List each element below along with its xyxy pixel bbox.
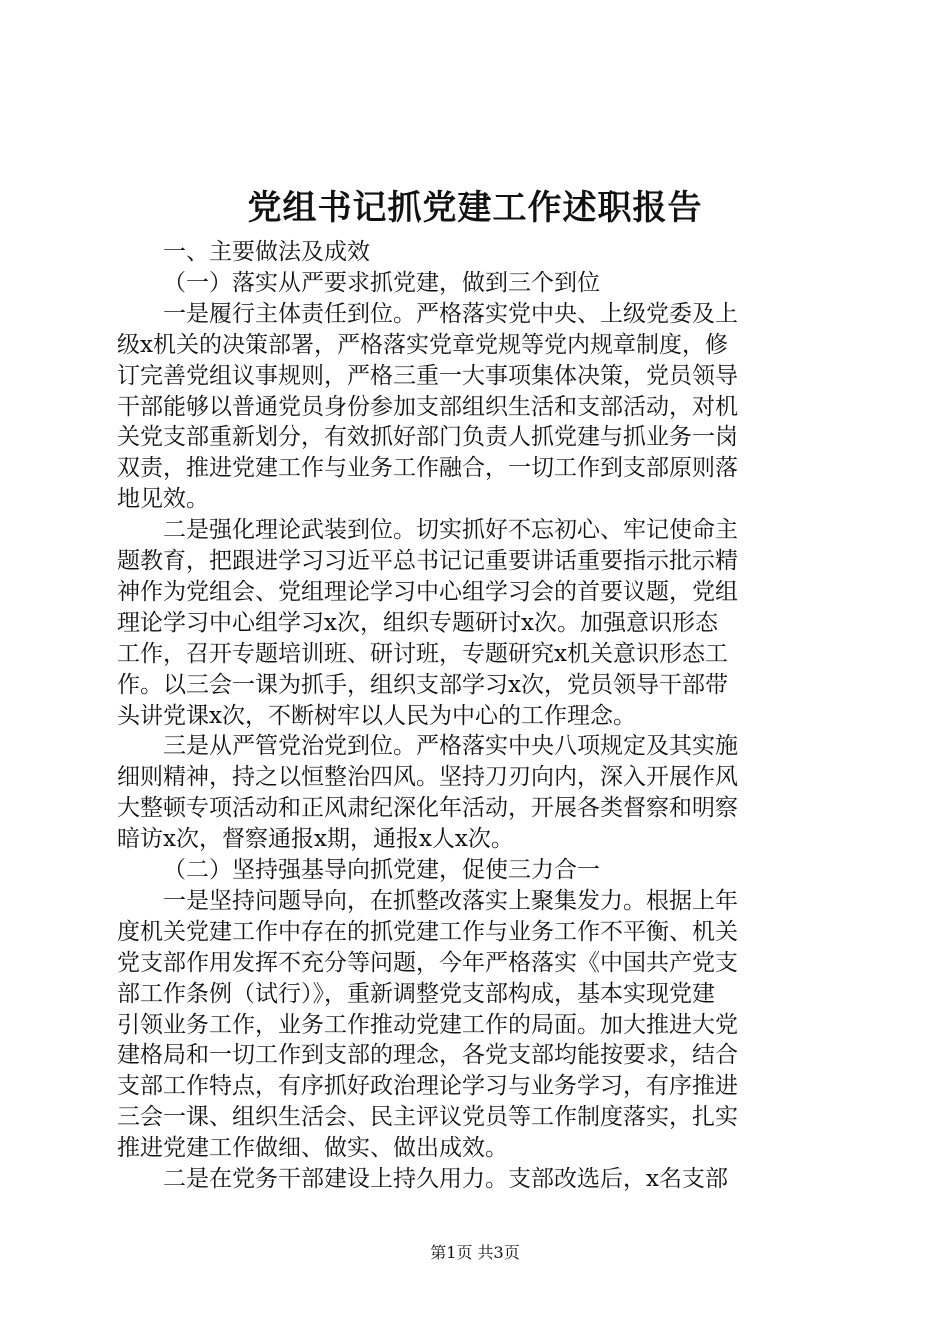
paragraph-line: 暗访x次，督察通报x期，通报x人x次。 (117, 826, 514, 853)
paragraph-line: 神作为党组会、党组理论学习中心组学习会的首要议题，党组 (117, 578, 738, 605)
paragraph-line: 订完善党组议事规则，严格三重一大事项集体决策，党员领导 (117, 362, 738, 389)
page-footer: 第1页 共3页 (430, 1243, 520, 1262)
paragraph-line: 细则精神，持之以恒整治四风。坚持刀刃向内，深入开展作风 (117, 764, 738, 791)
paragraph-line: 干部能够以普通党员身份参加支部组织生活和支部活动，对机 (117, 393, 738, 420)
paragraph-line: 双责，推进党建工作与业务工作融合，一切工作到支部原则落 (117, 455, 738, 482)
paragraph-line: 关党支部重新划分，有效抓好部门负责人抓党建与抓业务一岗 (117, 424, 738, 451)
paragraph-line: 推进党建工作做细、做实、做出成效。 (117, 1135, 508, 1162)
paragraph-line: 地见效。 (117, 486, 209, 513)
paragraph-line: 度机关党建工作中存在的抓党建工作与业务工作不平衡、机关 (117, 918, 738, 945)
paragraph-line: 大整顿专项活动和正风肃纪深化年活动，开展各类督察和明察 (117, 795, 738, 822)
paragraph-line: 部工作条例（试行）》，重新调整党支部构成，基本实现党建 (117, 980, 715, 1007)
paragraph-line: 党支部作用发挥不充分等问题，今年严格落实《中国共产党支 (117, 949, 738, 976)
paragraph-line: 级x机关的决策部署，严格落实党章党规等党内规章制度，修 (117, 331, 728, 358)
paragraph-line: 题教育，把跟进学习习近平总书记记重要讲话重要指示批示精 (117, 548, 738, 574)
paragraph-line: 一是履行主体责任到位。严格落实党中央、上级党委及上 (163, 300, 738, 327)
paragraph-line: 一是坚持问题导向，在抓整改落实上聚集发力。根据上年 (163, 887, 738, 914)
paragraph-line: 三是从严管党治党到位。严格落实中央八项规定及其实施 (163, 733, 738, 760)
paragraph-line: 二是在党务干部建设上持久用力。支部改选后，x名支部 (163, 1166, 728, 1192)
paragraph-line: 头讲党课x次，不断树牢以人民为中心的工作理念。 (117, 702, 636, 729)
paragraph-line: 引领业务工作，业务工作推动党建工作的局面。加大推进大党 (117, 1011, 738, 1038)
paragraph-line: 理论学习中心组学习x次，组织专题研讨x次。加强意识形态 (117, 609, 718, 636)
paragraph-line: 一、主要做法及成效 (163, 239, 370, 265)
paragraph-line: 支部工作特点，有序抓好政治理论学习与业务学习，有序推进 (117, 1073, 738, 1100)
paragraph-line: 二是强化理论武装到位。切实抓好不忘初心、牢记使命主 (163, 517, 738, 544)
document-title: 党组书记抓党建工作述职报告 (247, 188, 703, 228)
paragraph-line: （一）落实从严要求抓党建，做到三个到位 (163, 269, 600, 296)
paragraph-line: 工作，召开专题培训班、研讨班，专题研究x机关意识形态工 (117, 640, 728, 667)
paragraph-line: 作。以三会一课为抓手，组织支部学习x次，党员领导干部带 (117, 671, 728, 698)
paragraph-line: 三会一课、组织生活会、民主评议党员等工作制度落实，扎实 (117, 1104, 738, 1131)
paragraph-line: 建格局和一切工作到支部的理念，各党支部均能按要求，结合 (117, 1042, 738, 1069)
paragraph-line: （二）坚持强基导向抓党建，促使三力合一 (163, 857, 600, 883)
